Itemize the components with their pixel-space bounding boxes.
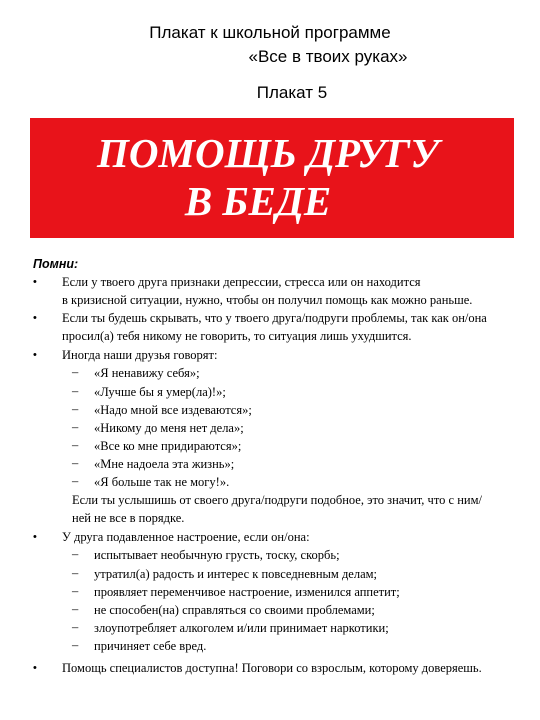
dash-marker: – bbox=[72, 474, 79, 488]
dash-marker: – bbox=[72, 638, 79, 652]
sign-item: испытывает необычную грусть, тоску, скорбь; bbox=[94, 548, 340, 562]
bullet-2-line1: Если ты будешь скрывать, что у твоего друга/подруги проблемы, так как он/она bbox=[62, 311, 487, 325]
dash-marker: – bbox=[72, 566, 79, 580]
quote-item: «Все ко мне придираются»; bbox=[94, 439, 242, 453]
quote-item: «Надо мной все издеваются»; bbox=[94, 403, 252, 417]
sign-item: не способен(на) справляться со своими проблемами; bbox=[94, 603, 375, 617]
sign-item: утратил(а) радость и интерес к повседневным делам; bbox=[94, 567, 378, 581]
quote-item: «Мне надоела эта жизнь»; bbox=[94, 457, 235, 471]
sign-item: причиняет себе вред. bbox=[94, 639, 207, 653]
dash-marker: – bbox=[72, 384, 79, 398]
poster-header-line1: Плакат к школьной программе bbox=[149, 23, 391, 42]
quote-item: «Никому до меня нет дела»; bbox=[94, 421, 244, 435]
bullet-marker: • bbox=[33, 662, 37, 674]
bullet-3-line1: Иногда наши друзья говорят: bbox=[62, 348, 218, 362]
dash-marker: – bbox=[72, 547, 79, 561]
quote-item: «Я больше так не могу!». bbox=[94, 475, 230, 489]
dash-marker: – bbox=[72, 456, 79, 470]
poster-number: Плакат 5 bbox=[256, 83, 328, 102]
dash-marker: – bbox=[72, 584, 79, 598]
dash-marker: – bbox=[72, 438, 79, 452]
bullet-marker: • bbox=[33, 312, 37, 324]
dash-marker: – bbox=[72, 620, 79, 634]
bullet-5-line1: Помощь специалистов доступна! Поговори со взрослым, которому доверяешь. bbox=[62, 661, 482, 675]
bullet-3-conclusion-line2: ней не все в порядке. bbox=[72, 511, 185, 525]
dash-marker: – bbox=[72, 420, 79, 434]
quote-item: «Лучше бы я умер(ла)!»; bbox=[94, 385, 226, 399]
banner-title-line2: В БЕДЕ bbox=[184, 178, 332, 224]
bullet-4-line1: У друга подавленное настроение, если он/она: bbox=[62, 530, 310, 544]
dash-marker: – bbox=[72, 602, 79, 616]
bullet-marker: • bbox=[33, 531, 37, 543]
remember-heading: Помни: bbox=[33, 257, 79, 271]
bullet-marker: • bbox=[33, 276, 37, 288]
sign-item: злоупотребляет алкоголем и/или принимает наркотики; bbox=[94, 621, 389, 635]
bullet-1-line1: Если у твоего друга признаки депрессии, стресса или он находится bbox=[62, 275, 421, 289]
bullet-3-conclusion-line1: Если ты услышишь от своего друга/подруги подобное, это значит, что с ним/ bbox=[72, 493, 482, 507]
banner-title-line1: ПОМОЩЬ ДРУГУ bbox=[97, 130, 439, 176]
bullet-1-line2: в кризисной ситуации, нужно, чтобы он получил помощь как можно раньше. bbox=[62, 293, 473, 307]
dash-marker: – bbox=[72, 365, 79, 379]
bullet-marker: • bbox=[33, 349, 37, 361]
quote-item: «Я ненавижу себя»; bbox=[94, 366, 200, 380]
poster-header-line2: «Все в твоих руках» bbox=[248, 47, 408, 66]
sign-item: проявляет переменчивое настроение, изменился аппетит; bbox=[94, 585, 400, 599]
bullet-2-line2: просил(а) тебя никому не говорить, то ситуация лишь ухудшится. bbox=[62, 329, 412, 343]
dash-marker: – bbox=[72, 402, 79, 416]
